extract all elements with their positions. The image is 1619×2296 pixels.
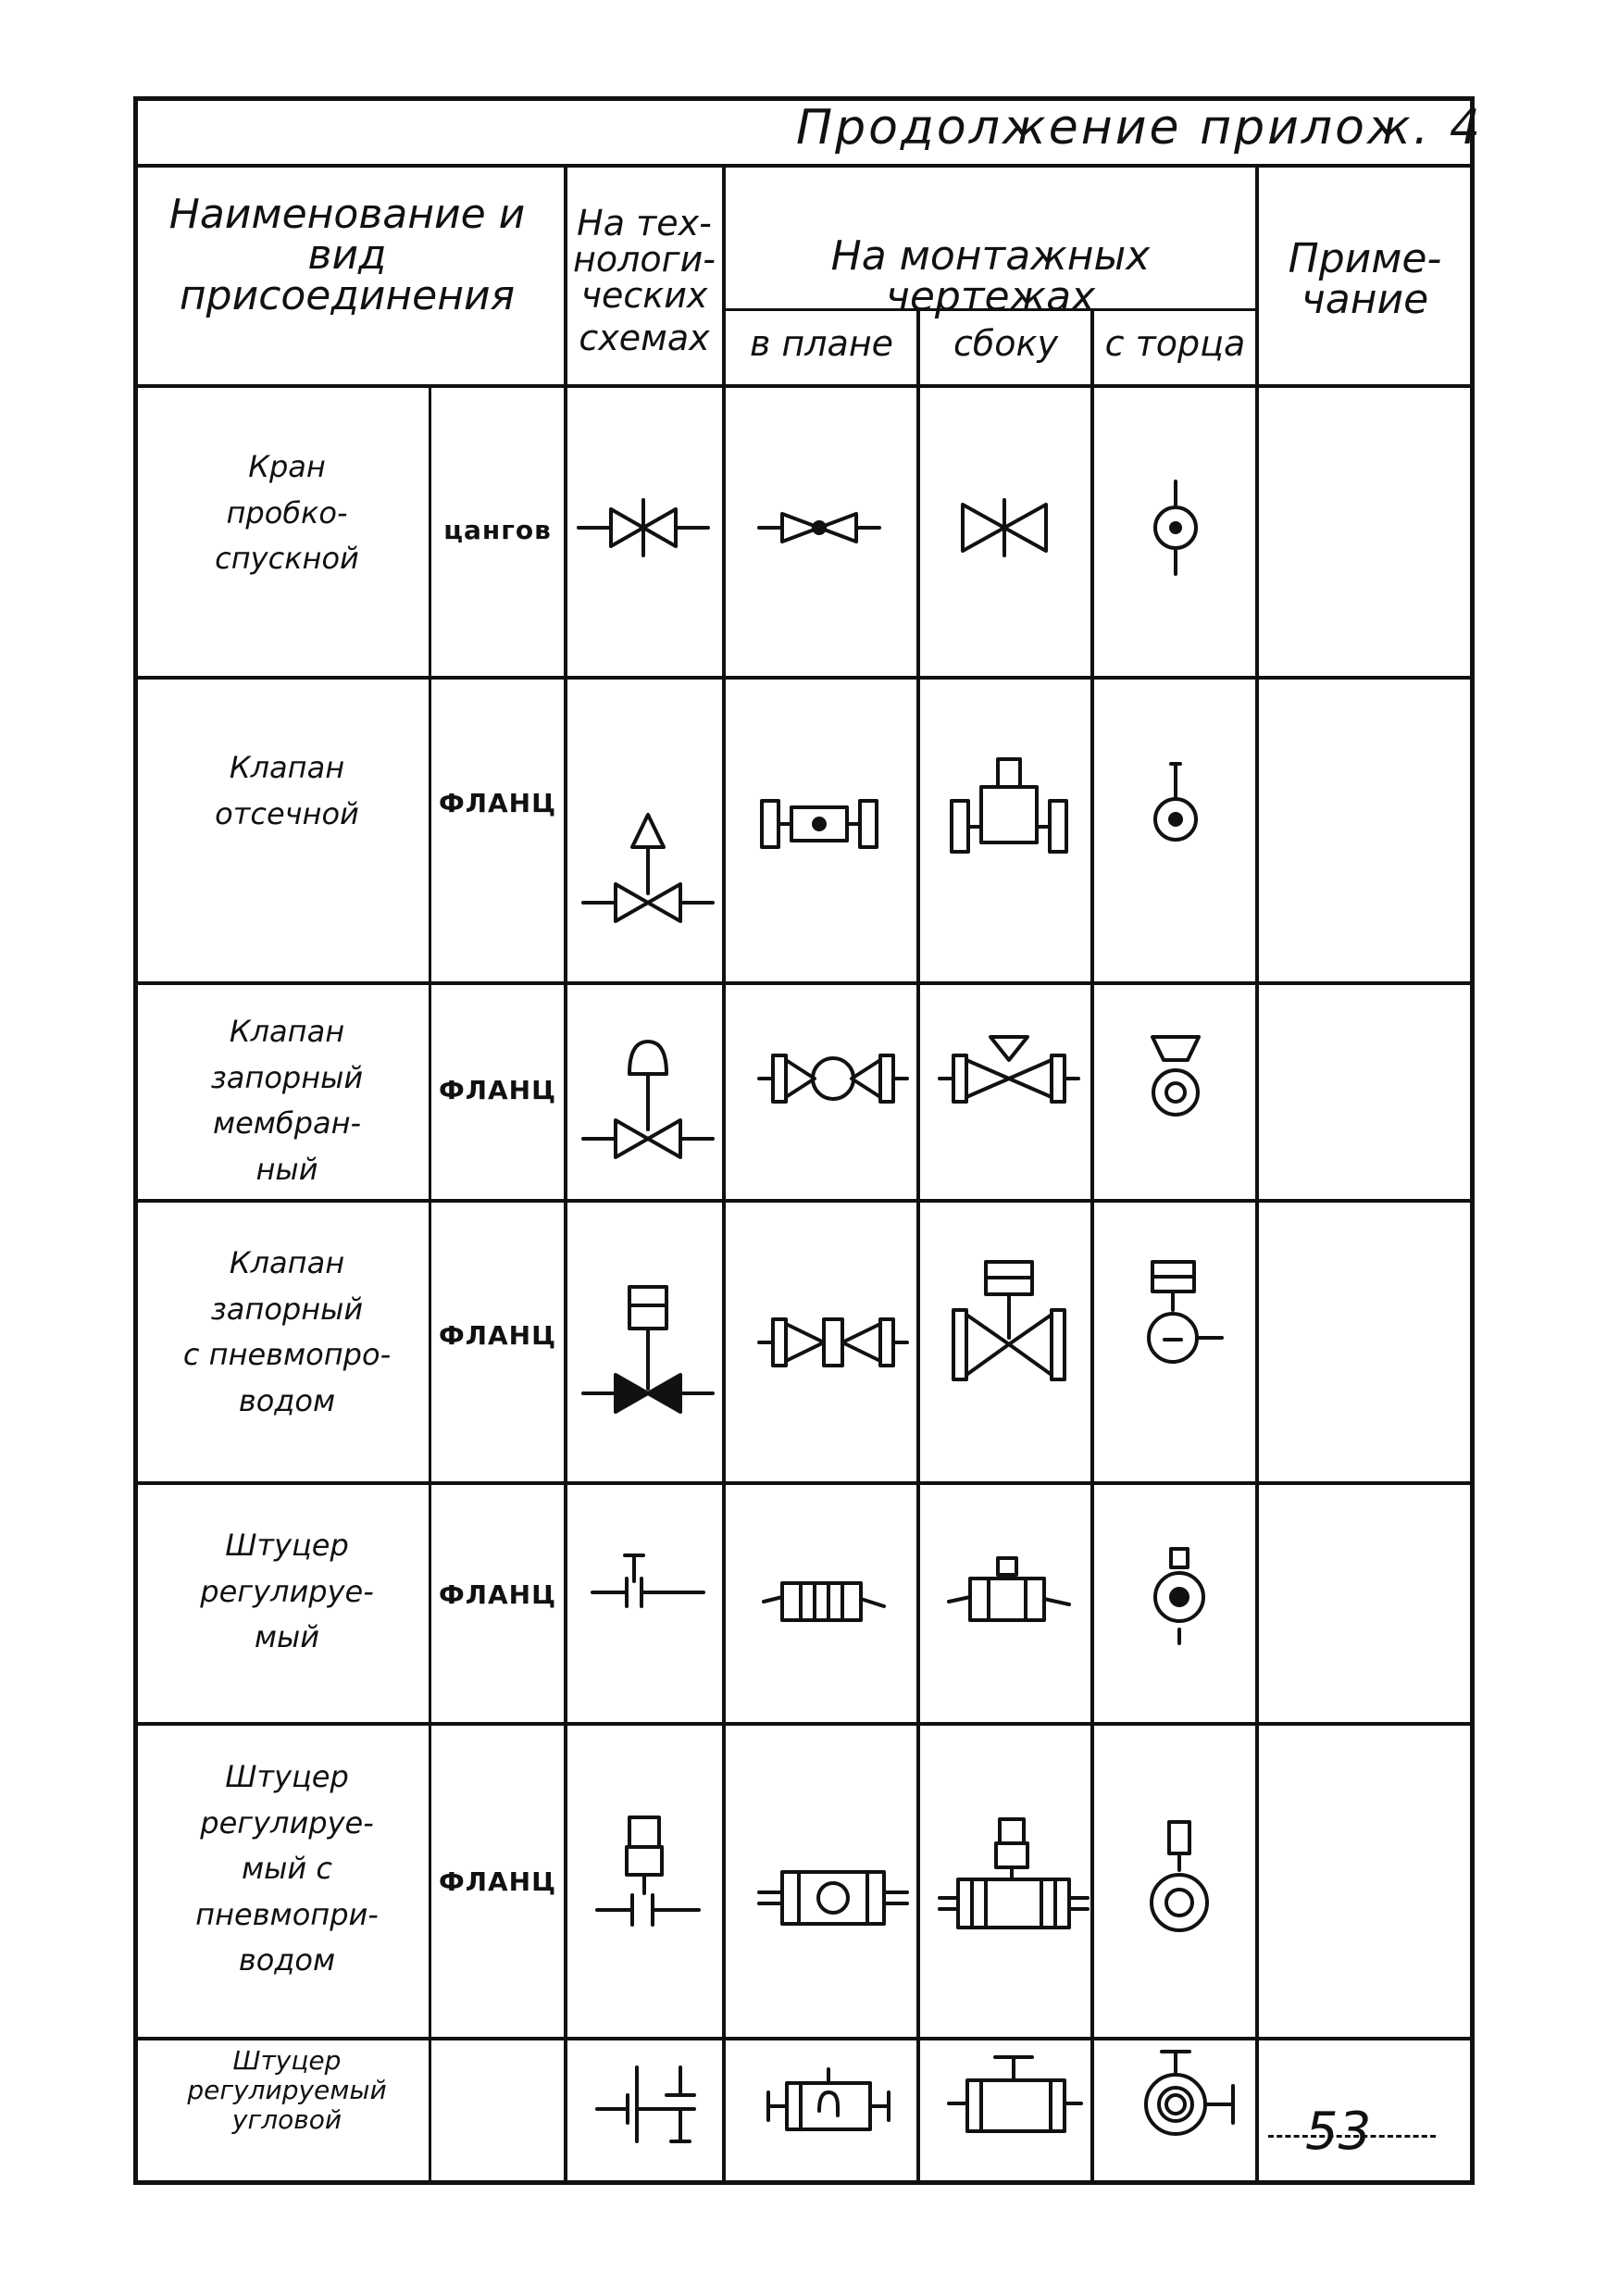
col-divider-connection <box>429 388 431 2185</box>
row-divider-6 <box>133 2037 1475 2040</box>
header-side: сбоку <box>953 323 1059 364</box>
pneumatic-valve-scheme-icon <box>579 1278 717 1426</box>
header-end: с торца <box>1104 323 1246 364</box>
col-divider-tech <box>564 164 567 2185</box>
row-2-connection: ФЛАНЦ <box>438 788 557 818</box>
pneumatic-valve-side-icon <box>944 1254 1074 1393</box>
adjustable-fitting-scheme-icon <box>588 1546 708 1620</box>
row-7-name: Штуцер регулируемый угловой <box>187 2045 387 2136</box>
header-plan: в плане <box>749 323 894 364</box>
pneumatic-valve-plan-icon <box>754 1305 912 1379</box>
header-bottom-divider <box>133 384 1475 388</box>
row-4-name: Клапан запорный с пневмопро- водом <box>182 1245 392 1418</box>
col-divider-plan <box>722 164 726 2185</box>
row-divider-5 <box>133 1722 1475 1726</box>
header-name: Наименование и вид присоединения <box>168 191 526 319</box>
membrane-valve-end-icon <box>1134 1028 1217 1129</box>
page-number: 53 <box>1305 2102 1372 2162</box>
row-2-name: Клапан отсечной <box>215 750 359 831</box>
cutoff-valve-side-icon <box>944 755 1074 861</box>
plug-valve-end-icon <box>1134 477 1217 579</box>
header-tech: На тех- нологи- ческих схемах <box>572 203 716 359</box>
angle-fitting-scheme-icon <box>592 2053 722 2155</box>
angle-fitting-side-icon <box>944 2048 1083 2150</box>
pneumatic-fitting-scheme-icon <box>588 1810 708 1940</box>
pneumatic-fitting-end-icon <box>1134 1815 1227 1944</box>
adjustable-fitting-end-icon <box>1134 1541 1227 1653</box>
adjustable-fitting-side-icon <box>944 1551 1074 1634</box>
header-mount: На монтажных чертежах <box>830 232 1151 320</box>
row-5-connection: ФЛАНЦ <box>438 1579 557 1610</box>
row-1-connection: цангов <box>443 515 552 545</box>
angle-fitting-end-icon <box>1129 2044 1240 2155</box>
pneumatic-fitting-plan-icon <box>754 1861 912 1935</box>
cutoff-valve-plan-icon <box>754 787 884 861</box>
row-4-connection: ФЛАНЦ <box>438 1320 557 1351</box>
row-6-name: Штуцер регулируе- мый с пневмопри- водом <box>195 1759 379 1978</box>
header-note: Приме- чание <box>1288 235 1442 323</box>
row-divider-2 <box>133 981 1475 985</box>
col-divider-side <box>916 308 920 2185</box>
row-divider-1 <box>133 676 1475 680</box>
plug-valve-side-icon <box>953 495 1055 560</box>
cutoff-valve-end-icon <box>1134 759 1217 861</box>
row-3-connection: ФЛАНЦ <box>438 1075 557 1105</box>
membrane-valve-plan-icon <box>754 1042 912 1116</box>
row-divider-3 <box>133 1199 1475 1203</box>
row-3-name: Клапан запорный мембран- ный <box>210 1014 364 1187</box>
pneumatic-fitting-side-icon <box>935 1815 1092 1935</box>
row-divider-4 <box>133 1481 1475 1485</box>
angle-fitting-plan-icon <box>759 2060 898 2152</box>
membrane-valve-scheme-icon <box>579 1032 717 1171</box>
cutoff-valve-scheme-icon <box>579 805 717 935</box>
plug-valve-scheme-icon <box>574 491 713 565</box>
pneumatic-valve-end-icon <box>1129 1254 1231 1384</box>
page-title: Продолжение прилож. 4 <box>796 100 1483 156</box>
adjustable-fitting-plan-icon <box>759 1569 889 1634</box>
row-5-name: Штуцер регулируе- мый <box>200 1528 374 1655</box>
col-divider-note <box>1255 164 1259 2185</box>
membrane-valve-side-icon <box>935 1028 1083 1120</box>
row-1-name: Кран пробко- спускной <box>215 449 359 577</box>
row-6-connection: ФЛАНЦ <box>438 1866 557 1897</box>
plug-valve-plan-icon <box>754 500 884 555</box>
title-divider <box>133 164 1475 168</box>
